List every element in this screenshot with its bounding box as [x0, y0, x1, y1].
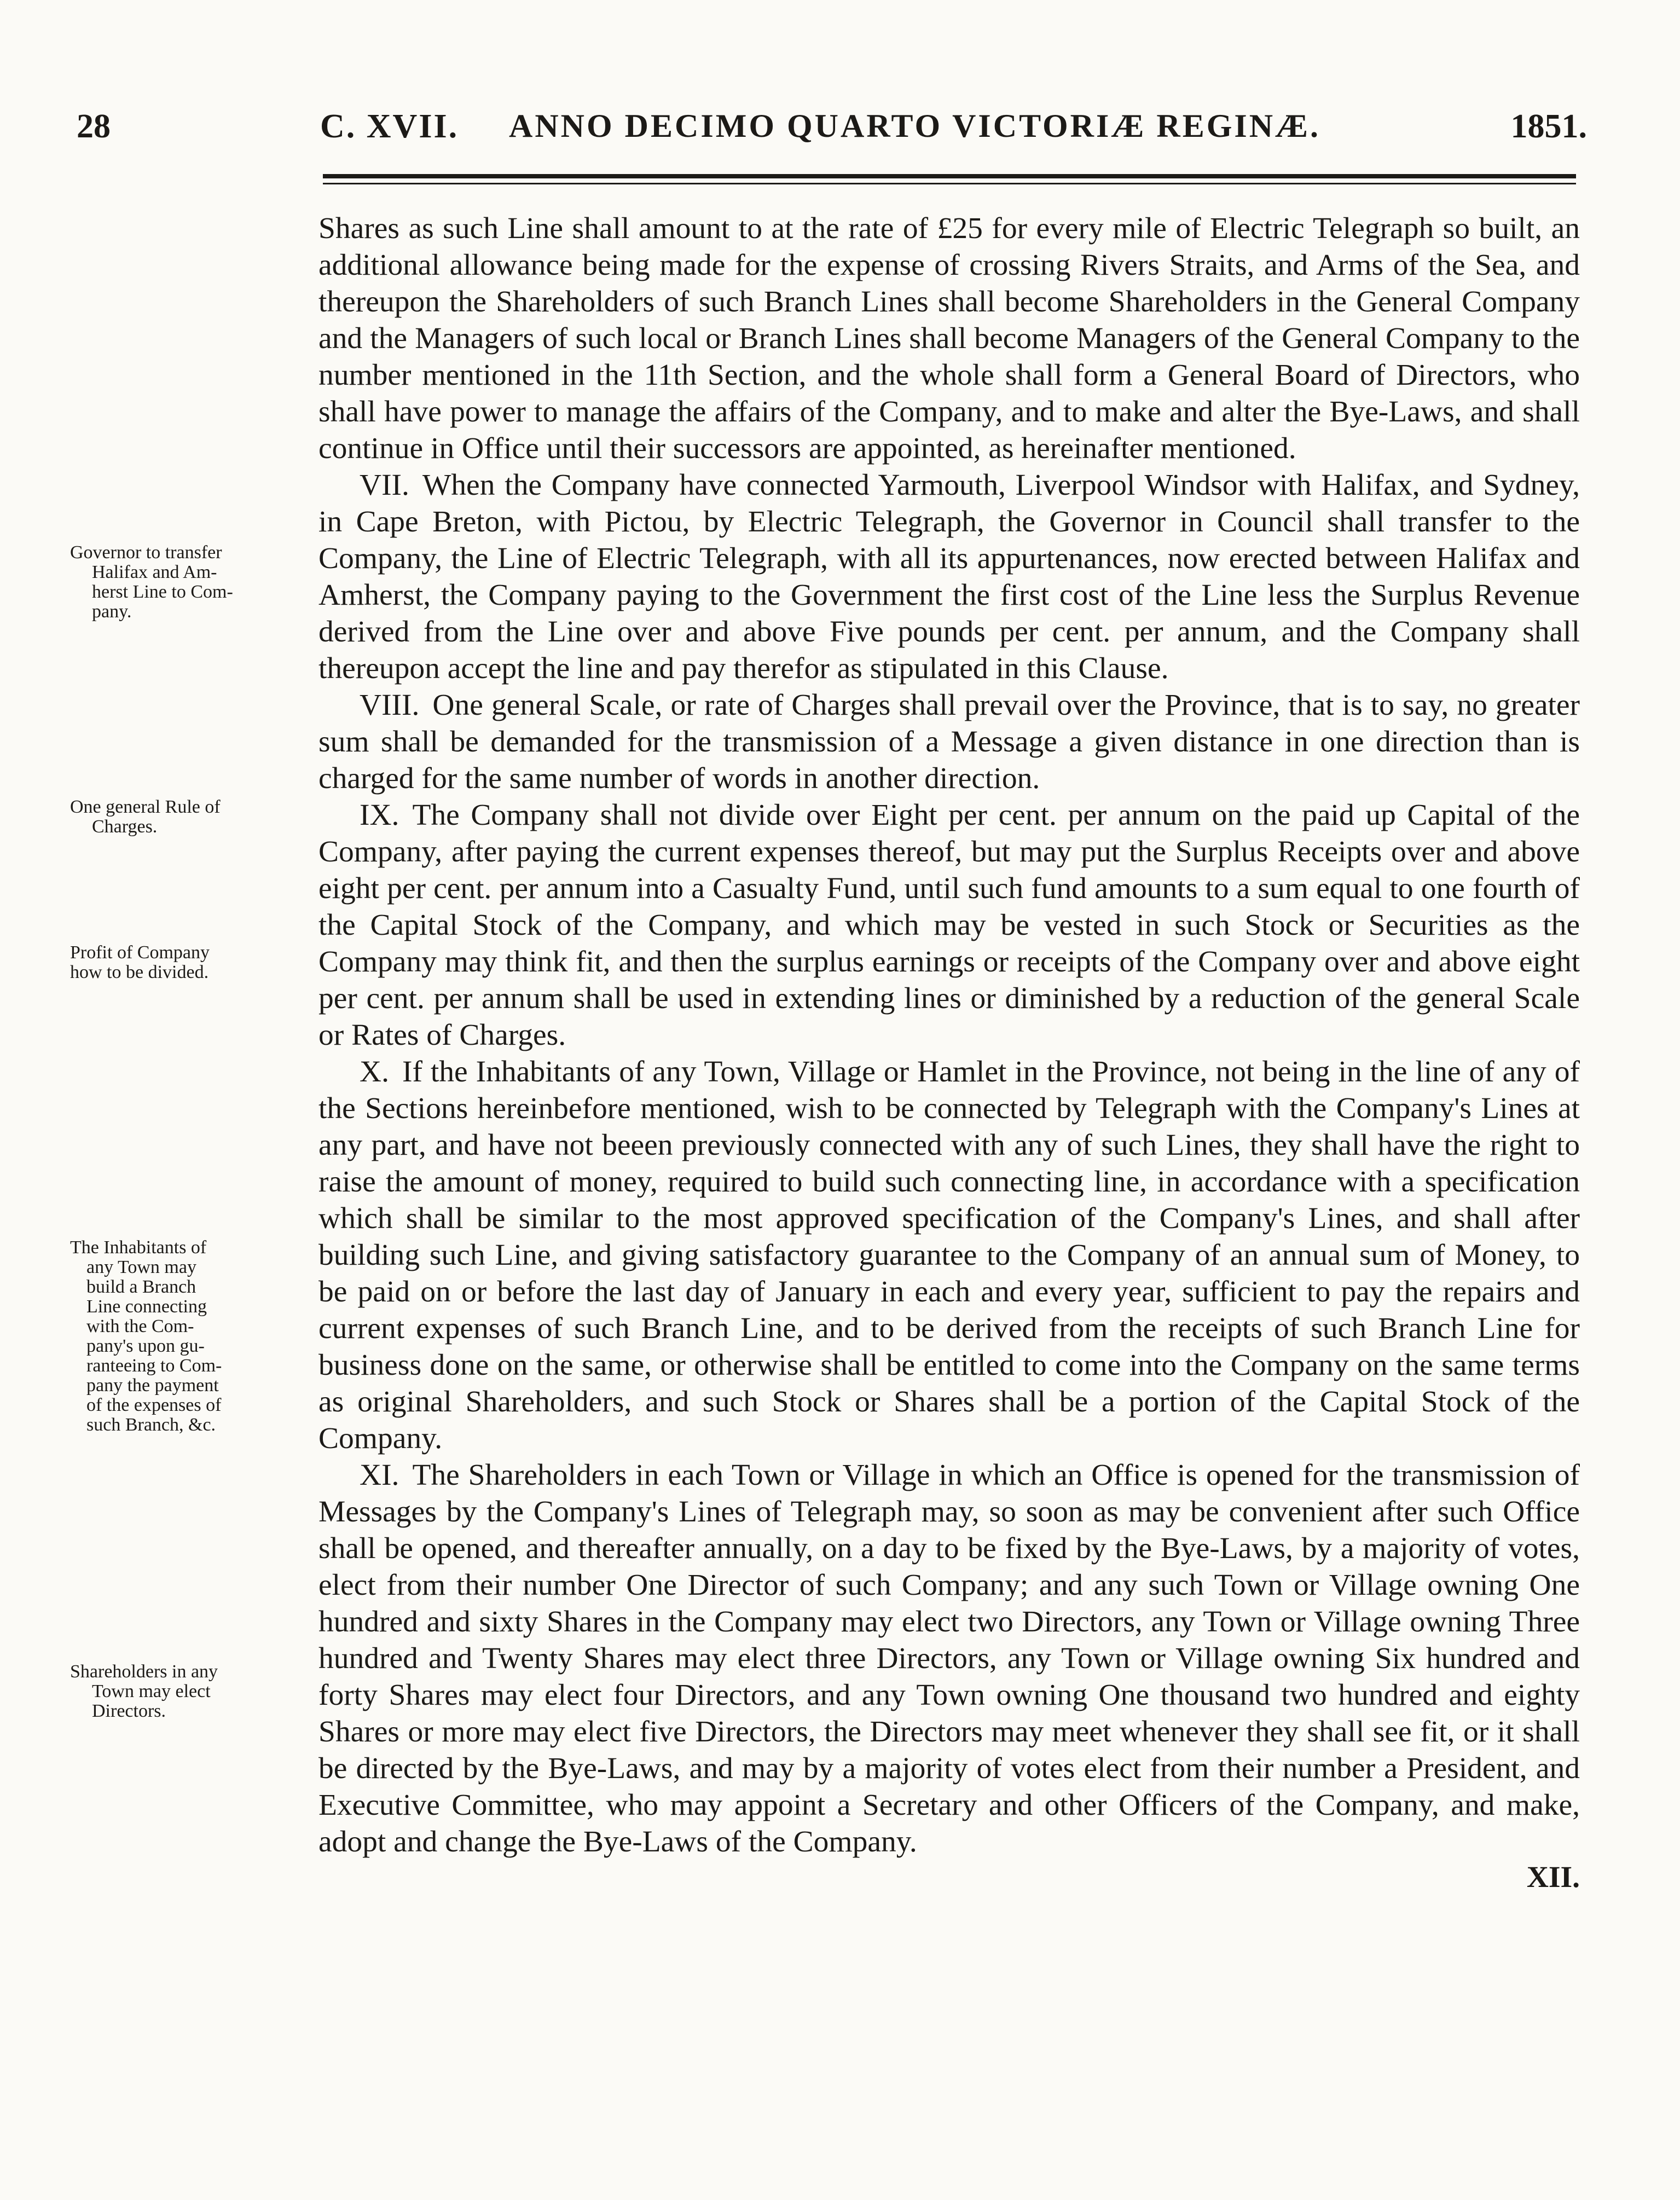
paragraph-text: The Company shall not divide over Eight per cent. per annum on the paid up Capital of the Company, after paying the current expenses thereof, but may put the Surplus Receipts over and above eight per cent. per annum into a Casualty Fund, until such fund amounts to a sum equal to one fourth of the Capital Stock of the Company, and which may be vested in such Stock or Securities as the Company may think fit, and then the surplus earnings or receipts of the Company over and above eight per cent. per annum shall be used in extending lines or diminished by a reduction of the general Scale or Rates of Charges.: [318, 798, 1580, 1052]
header-year: 1851.: [1510, 108, 1587, 145]
margin-note-line: how to be divided.: [70, 962, 209, 982]
section-vii: [318, 467, 1580, 687]
margin-note-profit: [70, 943, 300, 982]
margin-note-line: any Town may: [86, 1257, 196, 1277]
page-number: 28: [77, 108, 111, 145]
margin-note-governor-transfer: [70, 543, 300, 622]
margin-note-line: such Branch, &c.: [86, 1415, 216, 1435]
margin-note-line: of the expenses of: [86, 1395, 222, 1415]
catchword: XII.: [1526, 1861, 1580, 1894]
margin-note-line: Halifax and Am-: [92, 562, 217, 582]
section-number: IX.: [360, 798, 399, 832]
margin-note-line: pany's upon gu-: [86, 1336, 205, 1356]
paragraph-text: Shares as such Line shall amount to at the rate of £25 for every mile of Electric Telegraph so built, an additional allowance being made for the expense of crossing Rivers Straits, and Arms of the Sea, and thereupon the Shareholders of such Branch Lines shall become Shareholders in the General Company and the Managers of such local or Branch Lines shall become Managers of the General Company to the number mentioned in the 11th Section, and the whole shall form a General Board of Directors, who shall have power to manage the affairs of the Company, and to make and alter the Bye-Laws, and shall continue in Office until their successors are appointed, as hereinafter mentioned.: [318, 212, 1580, 465]
margin-note-line: build a Branch: [86, 1277, 196, 1297]
margin-note-line: Shareholders in any: [70, 1661, 218, 1682]
margin-note-line: Directors.: [92, 1701, 166, 1721]
margin-note-line: ranteeing to Com-: [86, 1356, 222, 1376]
margin-note-line: Charges.: [92, 817, 158, 837]
chapter-number: C. XVII.: [320, 108, 459, 145]
margin-note-line: Town may elect: [92, 1681, 211, 1701]
section-viii: [318, 687, 1580, 797]
section-ix: [318, 797, 1580, 1053]
margin-note-line: Line connecting: [86, 1296, 207, 1317]
running-header: [71, 107, 1592, 157]
section-number: VIII.: [360, 688, 420, 722]
header-rule-thick: [323, 174, 1576, 178]
section-number: VII.: [360, 468, 409, 502]
margin-note-line: One general Rule of: [70, 797, 221, 817]
margin-note-inhabitants: [70, 1238, 300, 1435]
section-xi: [318, 1457, 1580, 1860]
paragraph-text: If the Inhabitants of any Town, Village or Hamlet in the Province, not being in the line of any of the Sections hereinbefore mentioned, wish to be connected by Telegraph with the Company's Lines at any part, and have not beeen previously connected with any of such Lines, they shall have the right to raise the amount of money, required to build such connecting line, in accordance with a specification which shall be similar to the most approved specification of the Company's Lines, and shall after building such Line, and giving satisfactory guarantee to the Company of an annual sum of Money, to be paid on or before the last day of January in each and every year, sufficient to pay the repairs and current expenses of such Branch Line, and to be derived from the receipts of such Branch Line for business done on the same, or otherwise shall be entitled to come into the Company on the same terms as original Shareholders, and such Stock or Shares shall be a portion of the Capital Stock of the Company.: [318, 1055, 1580, 1455]
paragraph-text: When the Company have connected Yarmouth, Liverpool Windsor with Halifax, and Sydney, in Cape Breton, with Pictou, by Electric Telegraph, the Governor in Council shall transfer to the Company, the Line of Electric Telegraph, with all its appurtenances, now erected between Halifax and Amherst, the Company paying to the Government the first cost of the Line less the Surplus Revenue derived from the Line over and above Five pounds per cent. per annum, and the Company shall thereupon accept the line and pay therefor as stipulated in this Clause.: [318, 468, 1580, 685]
margin-note-line: Profit of Company: [70, 942, 210, 963]
margin-note-general-rule: [70, 797, 300, 837]
section-number: XI.: [360, 1458, 399, 1492]
header-title: ANNO DECIMO QUARTO VICTORIÆ REGINÆ.: [509, 108, 1321, 144]
margin-note-line: The Inhabitants of: [70, 1237, 207, 1258]
section-x: [318, 1053, 1580, 1457]
margin-note-line: with the Com-: [86, 1316, 194, 1336]
margin-note-line: herst Line to Com-: [92, 582, 233, 602]
paragraph-continuation: [318, 210, 1580, 467]
margin-note-line: Governor to transfer: [70, 542, 222, 563]
header-rule-thin: [323, 183, 1576, 184]
section-number: X.: [360, 1055, 389, 1089]
margin-note-shareholders: [70, 1662, 300, 1721]
paragraph-text: One general Scale, or rate of Charges shall prevail over the Province, that is to say, no greater sum shall be demanded for the transmission of a Message a given distance in one direction than is charged for the same number of words in another direction.: [318, 688, 1580, 795]
main-text-column: [318, 210, 1580, 1894]
margin-note-line: pany the payment: [86, 1375, 219, 1396]
paragraph-text: The Shareholders in each Town or Village in which an Office is opened for the transmission of Messages by the Company's Lines of Telegraph may, so soon as may be convenient after such Office shall be opened, and thereafter annually, on a day to be fixed by the Bye-Laws, by a majority of votes, elect from their number One Director of such Company; and any such Town or Village owning One hundred and sixty Shares in the Company may elect two Directors, any Town or Village owning Three hundred and Twenty Shares may elect three Directors, any Town or Village owning Six hundred and forty Shares may elect four Directors, and any Town owning One thousand two hundred and eighty Shares or more may elect five Directors, the Directors may meet whenever they shall see fit, or it shall be directed by the Bye-Laws, and may by a majority of votes elect from their number a President, and Executive Committee, who may appoint a Secretary and other Officers of the Company, and make, adopt and change the Bye-Laws of the Company.: [318, 1458, 1580, 1859]
margin-note-line: pany.: [92, 601, 132, 622]
